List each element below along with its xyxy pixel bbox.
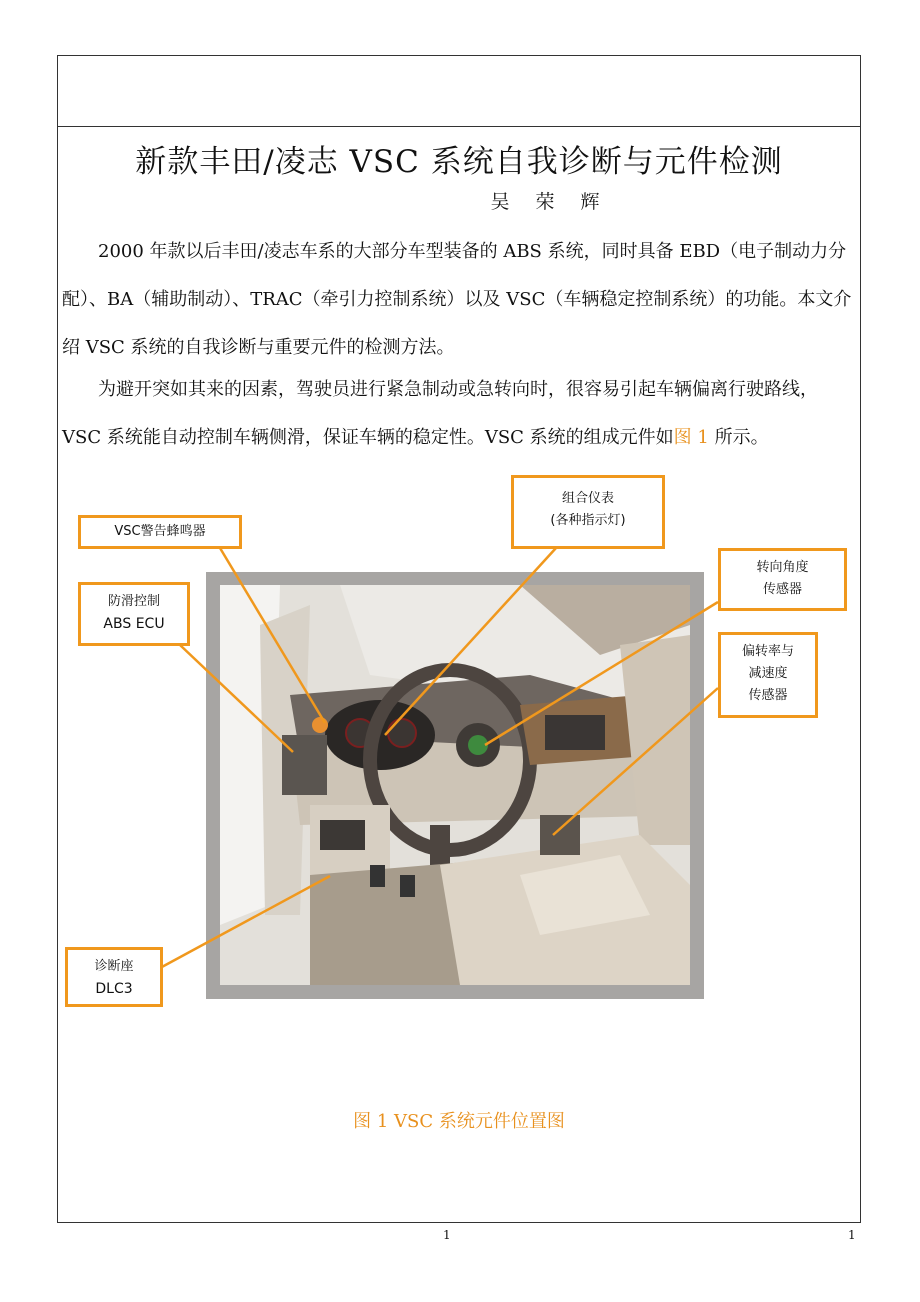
callout-dlc3-line1: 诊断座 xyxy=(94,959,134,974)
callout-yaw-sensor xyxy=(718,632,818,718)
leader-line-steering xyxy=(485,602,718,745)
callout-steering-line2: 传感器 xyxy=(762,582,802,597)
callout-dlc3-line2: DLC3 xyxy=(95,981,133,997)
callout-yaw-line1: 偏转率与 xyxy=(741,644,794,659)
callout-steering-line1: 转向角度 xyxy=(756,560,809,575)
leader-line-meter xyxy=(385,548,556,735)
callout-abs-ecu-line1: 防滑控制 xyxy=(107,594,160,609)
page-number-right: 1 xyxy=(848,1228,856,1242)
callout-abs-ecu xyxy=(78,582,190,646)
callout-combination-meter xyxy=(511,475,665,549)
leader-line-yaw xyxy=(553,688,718,835)
page-number-center: 1 xyxy=(443,1228,451,1242)
figure-caption: 图 1 VSC 系统元件位置图 xyxy=(353,1111,565,1132)
callout-yaw-line3: 传感器 xyxy=(748,688,788,703)
author-name: 吴 荣 辉 xyxy=(490,191,610,213)
callout-meter-line2: (各种指示灯) xyxy=(550,513,626,528)
paragraph-text: 为避开突如其来的因素，驾驶员进行紧急制动或急转向时，很容易引起车辆偏离行驶路线， VSC 系统能自动控制车辆侧滑，保证车辆的稳定性。VSC 系统的组成元件如 xyxy=(62,379,818,448)
figure-reference-link[interactable]: 图 1 xyxy=(673,427,709,448)
callout-abs-ecu-line2: ABS ECU xyxy=(103,616,165,632)
leader-line-abs-ecu xyxy=(180,645,293,752)
article-title: 新款丰田/凌志 VSC 系统自我诊断与元件检测 xyxy=(135,144,783,180)
callout-meter-line1: 组合仪表 xyxy=(561,491,614,506)
callout-yaw-line2: 减速度 xyxy=(748,666,788,681)
callout-dlc3 xyxy=(65,947,163,1007)
callout-vsc-buzzer xyxy=(78,515,242,549)
callout-vsc-buzzer-label: VSC警告蜂鸣器 xyxy=(114,524,206,539)
callout-steering-sensor xyxy=(718,548,847,611)
paragraph-text-end: 所示。 xyxy=(708,427,769,448)
leader-line-dlc3 xyxy=(160,876,330,968)
paragraph-intro: 2000 年款以后丰田/凌志车系的大部分车型装备的 ABS 系统，同时具备 EBD（电子制动力分配）、BA（辅助制动）、TRAC（牵引力控制系统）以及 VSC（车辆稳定控制系统）的功能。本文介绍 VSC 系统的自我诊断与重要元件的检测方法。 xyxy=(62,241,852,358)
